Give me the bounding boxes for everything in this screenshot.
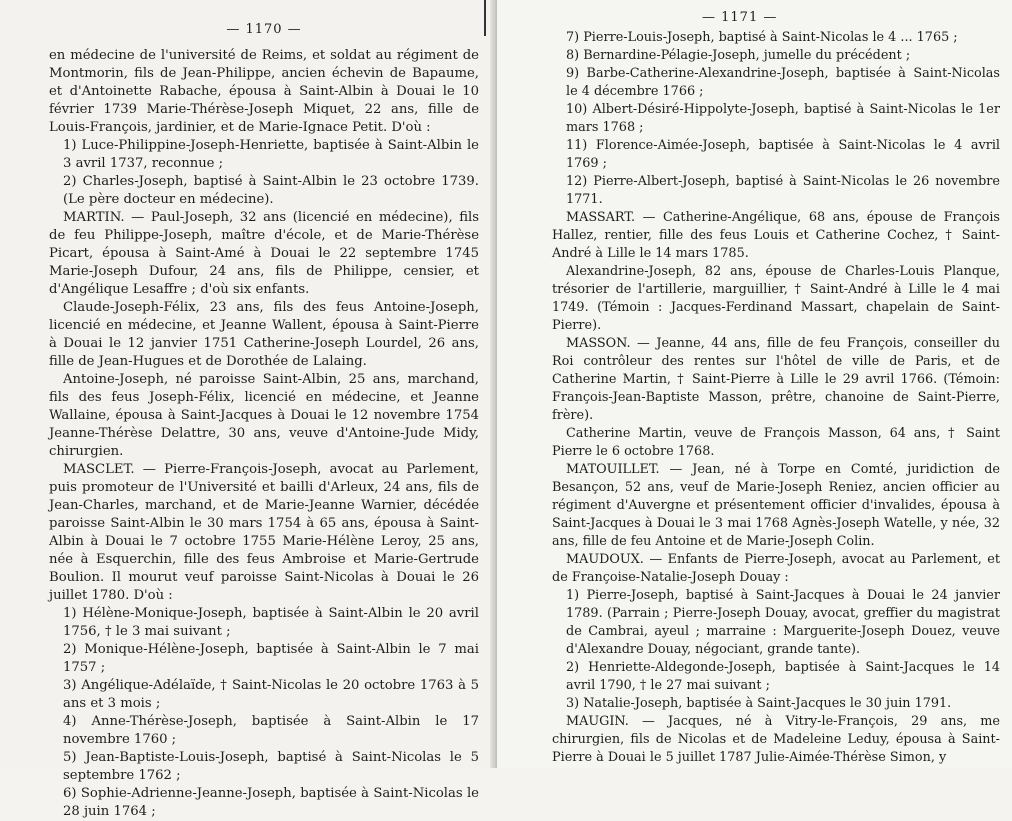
page-number-right: — 1171 — <box>702 10 778 25</box>
list-item: 4) Anne-Thérèse-Joseph, baptisée à Saint-Albin le 17 novembre 1760 ; <box>63 714 479 747</box>
list-item: 8) Bernardine-Pélagie-Joseph, jumelle du précédent ; <box>566 48 911 63</box>
list-item: 1) Pierre-Joseph, baptisé à Saint-Jacques à Douai le 24 janvier 1789. (Parrain ; Pierre-Joseph Douay, avocat, greffier du magistrat de Cambrai, ayeul ; marraine : Marguerite-Joseph Douez, veuve d'Alexandre Douay, négociant, grande tante). <box>566 588 1000 657</box>
list-item: 1) Hélène-Monique-Joseph, baptisée à Saint-Albin le 20 avril 1756, † le 3 mai suivant ; <box>63 606 479 639</box>
list-item: 6) Sophie-Adrienne-Jeanne-Joseph, baptisée à Saint-Nicolas le 28 juin 1764 ; <box>63 786 479 819</box>
entry-masson: MASSON. — Jeanne, 44 ans, fille de feu François, conseiller du Roi contrôleur des rentes sur l'hôtel de ville de Paris, et de Catherine Martin, † Saint-Pierre à Lille le 29 avril 1766. (Témoin: François-Jean-Baptiste Masson, prêtre, chanoine de Saint-Pierre, frère). <box>552 336 1000 423</box>
list-item: 1) Luce-Philippine-Joseph-Henriette, baptisée à Saint-Albin le 3 avril 1737, reconnue ; <box>63 138 479 171</box>
list-item: 7) Pierre-Louis-Joseph, baptisé à Saint-Nicolas le 4 ... 1765 ; <box>566 30 958 45</box>
list-item: 11) Florence-Aimée-Joseph, baptisée à Saint-Nicolas le 4 avril 1769 ; <box>566 138 1000 171</box>
list-item: 2) Charles-Joseph, baptisé à Saint-Albin le 23 octobre 1739. (Le père docteur en médecine). <box>63 174 479 207</box>
list-item: 2) Henriette-Aldegonde-Joseph, baptisée à Saint-Jacques le 14 avril 1790, † le 27 mai suivant ; <box>566 660 1000 693</box>
list-item: 12) Pierre-Albert-Joseph, baptisé à Saint-Nicolas le 26 novembre 1771. <box>566 174 1000 207</box>
entry-maudoux: MAUDOUX. — Enfants de Pierre-Joseph, avocat au Parlement, et de Françoise-Natalie-Joseph Douay : <box>552 552 1000 585</box>
entry-matouillet: MATOUILLET. — Jean, né à Torpe en Comté, juridiction de Besançon, 52 ans, veuf de Marie-Joseph Reniez, ancien officier au régiment d'Auvergne et présentement officier d'invalides, épousa à Saint-Jacques à Douai le 3 mai 1768 Agnès-Joseph Watelle, y née, 32 ans, fille de feu Antoine et de Marie-Joseph Colin. <box>552 462 1000 549</box>
left-page-text <box>49 47 479 821</box>
entry-masclet: MASCLET. — Pierre-François-Joseph, avocat au Parlement, puis promoteur de l'Université et bailli d'Arleux, 24 ans, fils de Jean-Charles, marchand, et de Marie-Jeanne Warnier, décédée paroisse Saint-Albin le 30 mars 1754 à 65 ans, épousa à Saint-Albin à Douai le 7 octobre 1755 Marie-Hélène Leroy, 25 ans, née à Esquerchin, fille des feus Ambroise et Marie-Gertrude Boulion. Il mourut veuf paroisse Saint-Nicolas à Douai le 26 juillet 1780. D'où : <box>49 462 479 603</box>
entry-martin: MARTIN. — Paul-Joseph, 32 ans (licencié en médecine), fils de feu Philippe-Joseph, maître d'école, et de Marie-Thérèse Picart, épousa à Saint-Amé à Douai le 22 septembre 1745 Marie-Joseph Dufour, 24 ans, fils de Philippe, censier, et d'Angélique Lesaffre ; d'où six enfants. <box>49 210 479 297</box>
list-item: 5) Jean-Baptiste-Louis-Joseph, baptisé à Saint-Nicolas le 5 septembre 1762 ; <box>63 750 479 783</box>
list-item: 2) Monique-Hélène-Joseph, baptisée à Saint-Albin le 7 mai 1757 ; <box>63 642 479 675</box>
paragraph: Antoine-Joseph, né paroisse Saint-Albin, 25 ans, marchand, fils des feus Joseph-Félix, licencié en médecine, et Jeanne Wallaine, épousa à Saint-Jacques à Douai le 12 novembre 1754 Jeanne-Thérèse Delattre, 30 ans, veuve d'Antoine-Jude Midy, chirurgien. <box>49 372 479 459</box>
paragraph: Claude-Joseph-Félix, 23 ans, fils des feus Antoine-Joseph, licencié en médecine, et Jeanne Wallent, épousa à Saint-Pierre à Douai le 12 janvier 1751 Catherine-Joseph Lourdel, 26 ans, fille de Jean-Hugues et de Dorothée de Lalaing. <box>49 300 479 369</box>
list-item: 3) Angélique-Adélaïde, † Saint-Nicolas le 20 octobre 1763 à 5 ans et 3 mois ; <box>63 678 479 711</box>
left-page <box>0 0 497 819</box>
entry-massart: MASSART. — Catherine-Angélique, 68 ans, épouse de François Hallez, rentier, fille des feus Louis et Catherine Cochez, † Saint-André à Lille le 14 mars 1785. <box>552 210 1000 261</box>
paragraph: Alexandrine-Joseph, 82 ans, épouse de Charles-Louis Planque, trésorier de l'artillerie, marguillier, † Saint-André à Lille le 4 mai 1749. (Témoin : Jacques-Ferdinand Massart, chapelain de Saint-Pierre). <box>552 264 1000 333</box>
right-page <box>497 0 1012 768</box>
list-item: 9) Barbe-Catherine-Alexandrine-Joseph, baptisée à Saint-Nicolas le 4 décembre 1766 ; <box>566 66 1000 99</box>
gutter-mark <box>484 0 486 36</box>
page-number-left: — 1170 — <box>226 22 302 37</box>
paragraph: Catherine Martin, veuve de François Masson, 64 ans, † Saint Pierre le 6 octobre 1768. <box>552 426 1000 459</box>
list-item: 3) Natalie-Joseph, baptisée à Saint-Jacques le 30 juin 1791. <box>566 696 952 711</box>
paragraph: en médecine de l'université de Reims, et soldat au régiment de Montmorin, fils de Jean-Philippe, ancien échevin de Bapaume, et d'Antoinette Rabache, épousa à Saint-Albin à Douai le 10 février 1739 Marie-Thérèse-Joseph Miquet, 22 ans, fille de Louis-François, jardinier, et de Marie-Ignace Petit. D'où : <box>49 48 479 135</box>
entry-maugin: MAUGIN. — Jacques, né à Vitry-le-François, 29 ans, me chirurgien, fils de Nicolas et de Madeleine Leduy, épousa à Saint-Pierre à Douai le 5 juillet 1787 Julie-Aimée-Thérèse Simon, y <box>552 714 1000 765</box>
right-page-text <box>552 29 1000 767</box>
list-item: 10) Albert-Désiré-Hippolyte-Joseph, baptisé à Saint-Nicolas le 1er mars 1768 ; <box>566 102 1000 135</box>
